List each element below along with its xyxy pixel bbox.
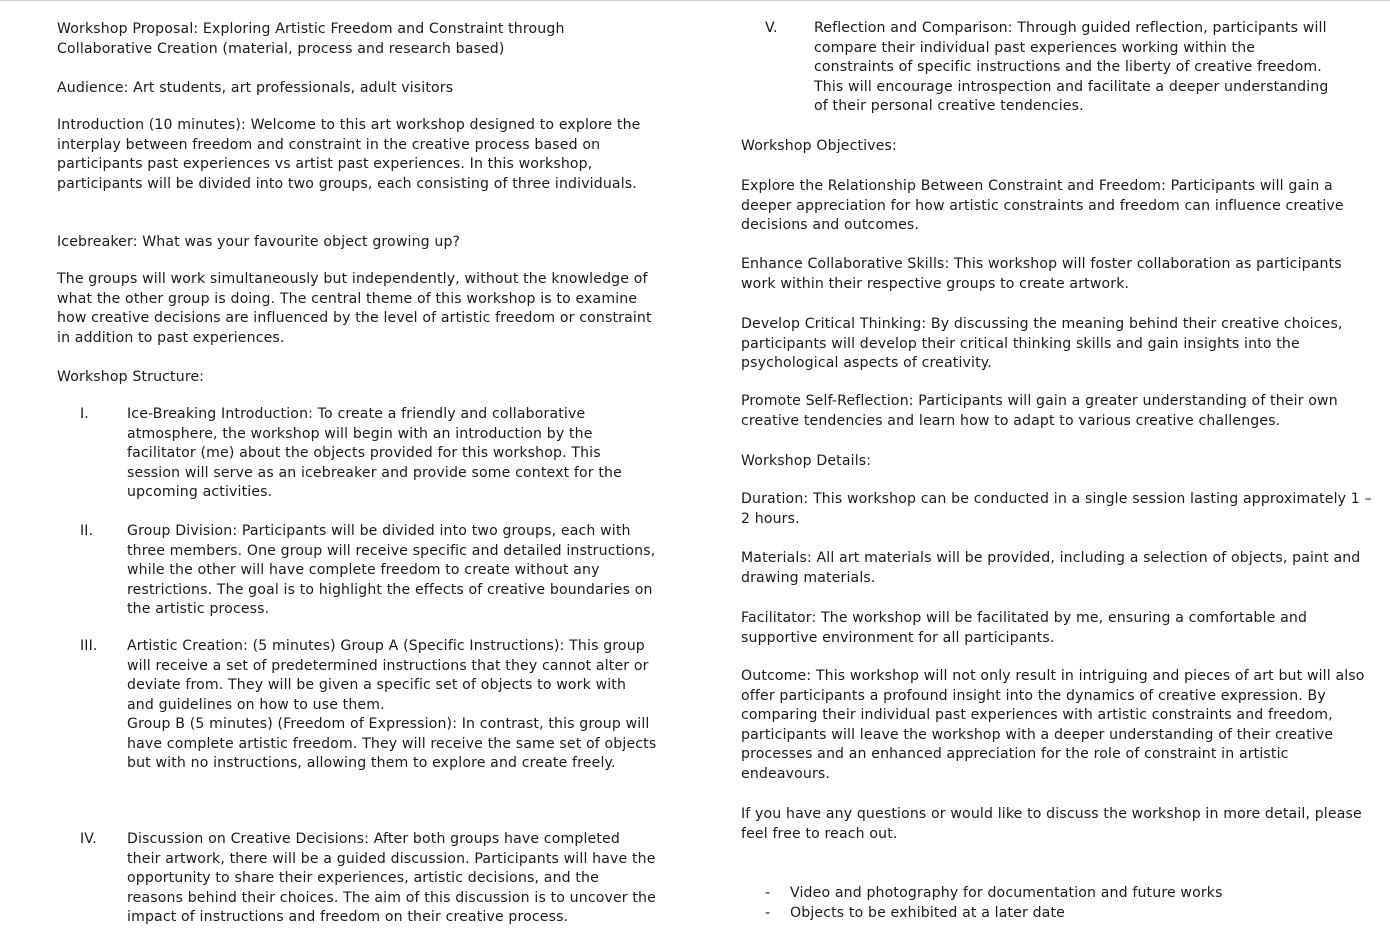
structure-item-numeral: II. <box>80 523 94 539</box>
structure-heading: Workshop Structure: <box>57 369 205 385</box>
objective-paragraph: Enhance Collaborative Skills: This workshop will foster collaboration as participants work within their respective groups to create artwork. <box>741 256 1342 292</box>
structure-item-text: Artistic Creation: (5 minutes) Group A (Specific Instructions): This group will receive a set of predetermined instructions that they cannot alter or deviate from. They will be given a specific set of objects to work with and guidelines on how to use them. <box>127 638 649 713</box>
page-top-border <box>0 0 1390 1</box>
objectives-heading: Workshop Objectives: <box>741 138 897 154</box>
structure-item-text: Discussion on Creative Decisions: After both groups have completed their artwork, there will be a guided discussion. Participants will have the opportunity to share their experiences, artistic decisions, and the reasons behind their choices. The aim of this discussion is to uncover the impact of instructions and freedom on their creative process. <box>127 831 656 926</box>
structure-item-numeral: IV. <box>80 831 97 847</box>
detail-paragraph: Duration: This workshop can be conducted in a single session lasting approximately 1 – 2 hours. <box>741 491 1372 527</box>
structure-item-text: Reflection and Comparison: Through guided reflection, participants will compare their individual past experiences working within the constraints of specific instructions and the liberty of creative freedom. This will encourage introspection and facilitate a deeper understanding of their personal creative tendencies. <box>814 20 1329 115</box>
icebreaker-line: Icebreaker: What was your favourite object growing up? <box>57 234 461 250</box>
groups-paragraph: The groups will work simultaneously but independently, without the knowledge of what the other group is doing. The central theme of this workshop is to examine how creative decisions are influenced by the level of artistic freedom or constraint in addition to past experiences. <box>57 271 652 346</box>
detail-paragraph: Facilitator: The workshop will be facilitated by me, ensuring a comfortable and supportive environment for all participants. <box>741 610 1308 646</box>
detail-paragraph: Materials: All art materials will be provided, including a selection of objects, paint and drawing materials. <box>741 550 1361 586</box>
structure-item-numeral: V. <box>765 20 778 36</box>
objective-paragraph: Explore the Relationship Between Constraint and Freedom: Participants will gain a deeper appreciation for how artistic constraints and freedom can influence creative decisions and outcomes. <box>741 178 1344 234</box>
structure-item-text-group-b: Group B (5 minutes) (Freedom of Expression): In contrast, this group will have complete artistic freedom. They will receive the same set of objects but with no instructions, allowing them to explore and create freely. <box>127 716 657 772</box>
structure-item-numeral: I. <box>80 406 89 422</box>
objective-paragraph: Develop Critical Thinking: By discussing the meaning behind their creative choices, participants will develop their critical thinking skills and gain insights into the psychological aspects of creativity. <box>741 316 1343 372</box>
document-title: Workshop Proposal: Exploring Artistic Freedom and Constraint through Collaborative Creation (material, process and research based) <box>57 21 565 57</box>
objective-paragraph: Promote Self-Reflection: Participants will gain a greater understanding of their own creative tendencies and learn how to adapt to various creative challenges. <box>741 393 1338 429</box>
bullet-item: - Objects to be exhibited at a later date <box>741 904 1381 924</box>
audience-line: Audience: Art students, art professionals, adult visitors <box>57 80 454 96</box>
structure-item-text: Group Division: Participants will be divided into two groups, each with three members. One group will receive specific and detailed instructions, while the other will have complete freedom to create without any restrictions. The goal is to highlight the effects of creative boundaries on the artistic process. <box>127 523 656 618</box>
introduction-paragraph: Introduction (10 minutes): Welcome to this art workshop designed to explore the interplay between freedom and constraint in the creative process based on participants past experiences vs artist past experiences. In this workshop, participants will be divided into two groups, each consisting of three individuals. <box>57 117 641 192</box>
structure-item-text: Ice-Breaking Introduction: To create a friendly and collaborative atmosphere, the workshop will begin with an introduction by the facilitator (me) about the objects provided for this workshop. This session will serve as an icebreaker and provide some context for the upcoming activities. <box>127 406 622 501</box>
structure-item-numeral: III. <box>80 638 98 654</box>
bullet-list <box>741 884 1381 923</box>
bullet-item: - Video and photography for documentation and future works <box>741 884 1381 904</box>
contact-paragraph: If you have any questions or would like to discuss the workshop in more detail, please feel free to reach out. <box>741 806 1362 842</box>
details-heading: Workshop Details: <box>741 453 872 469</box>
detail-paragraph: Outcome: This workshop will not only result in intriguing and pieces of art but will also offer participants a profound insight into the dynamics of creative expression. By comparing their individual past experiences with artistic constraints and freedom, participants will leave the workshop with a deeper understanding of their creative processes and an enhanced appreciation for the role of constraint in artistic endeavours. <box>741 668 1365 782</box>
